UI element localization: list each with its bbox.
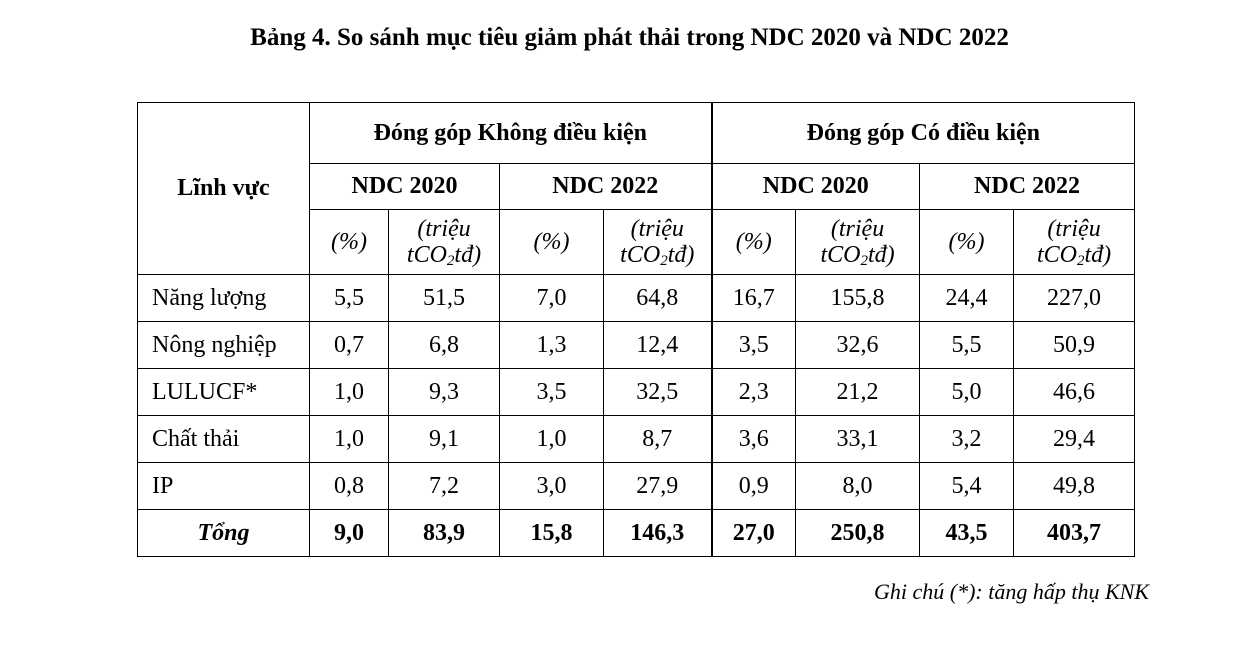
pct-header: (%)	[310, 210, 389, 275]
value-cell: 7,2	[389, 463, 500, 510]
value-cell: 227,0	[1014, 275, 1135, 322]
value-cell: 5,4	[920, 463, 1014, 510]
value-cell: 1,0	[310, 416, 389, 463]
value-cell: 24,4	[920, 275, 1014, 322]
value-cell: 3,2	[920, 416, 1014, 463]
value-cell: 64,8	[604, 275, 712, 322]
sector-header: Lĩnh vực	[138, 103, 310, 275]
value-cell: 46,6	[1014, 369, 1135, 416]
value-cell: 0,9	[712, 463, 796, 510]
unconditional-ndc2022-header: NDC 2022	[500, 164, 712, 210]
conditional-ndc2022-header: NDC 2022	[920, 164, 1135, 210]
value-cell: 2,3	[712, 369, 796, 416]
table-row	[138, 463, 1135, 510]
total-value-cell: 83,9	[389, 510, 500, 557]
sector-cell: LULUCF*	[138, 369, 310, 416]
value-cell: 5,5	[920, 322, 1014, 369]
sector-cell: Năng lượng	[138, 275, 310, 322]
unit-header: (triệu tCO$_2$tđ)	[604, 210, 712, 275]
unit-header: (triệu tCO$_2$tđ)	[796, 210, 920, 275]
value-cell: 9,1	[389, 416, 500, 463]
value-cell: 3,5	[712, 322, 796, 369]
conditional-header: Đóng góp Có điều kiện	[712, 103, 1135, 164]
value-cell: 9,3	[389, 369, 500, 416]
ndc-comparison-table	[137, 102, 1135, 557]
value-cell: 8,0	[796, 463, 920, 510]
sector-cell: IP	[138, 463, 310, 510]
value-cell: 8,7	[604, 416, 712, 463]
value-cell: 16,7	[712, 275, 796, 322]
value-cell: 50,9	[1014, 322, 1135, 369]
unit-header: (triệu tCO$_2$tđ)	[389, 210, 500, 275]
value-cell: 51,5	[389, 275, 500, 322]
conditional-ndc2020-header: NDC 2020	[712, 164, 920, 210]
total-value-cell: 27,0	[712, 510, 796, 557]
total-value-cell: 403,7	[1014, 510, 1135, 557]
value-cell: 49,8	[1014, 463, 1135, 510]
total-row	[138, 510, 1135, 557]
unit-header: (triệu tCO$_2$tđ)	[1014, 210, 1135, 275]
value-cell: 1,0	[310, 369, 389, 416]
value-cell: 3,5	[500, 369, 604, 416]
total-label: Tổng	[138, 510, 310, 557]
total-value-cell: 9,0	[310, 510, 389, 557]
pct-header: (%)	[712, 210, 796, 275]
value-cell: 1,0	[500, 416, 604, 463]
value-cell: 6,8	[389, 322, 500, 369]
value-cell: 5,5	[310, 275, 389, 322]
total-value-cell: 146,3	[604, 510, 712, 557]
pct-header: (%)	[920, 210, 1014, 275]
table-title: Bảng 4. So sánh mục tiêu giảm phát thải trong NDC 2020 và NDC 2022	[250, 24, 1009, 51]
pct-header: (%)	[500, 210, 604, 275]
total-value-cell: 43,5	[920, 510, 1014, 557]
value-cell: 5,0	[920, 369, 1014, 416]
value-cell: 1,3	[500, 322, 604, 369]
total-value-cell: 15,8	[500, 510, 604, 557]
value-cell: 33,1	[796, 416, 920, 463]
value-cell: 0,7	[310, 322, 389, 369]
value-cell: 3,6	[712, 416, 796, 463]
value-cell: 7,0	[500, 275, 604, 322]
value-cell: 27,9	[604, 463, 712, 510]
value-cell: 32,5	[604, 369, 712, 416]
value-cell: 29,4	[1014, 416, 1135, 463]
table-row	[138, 275, 1135, 322]
sector-cell: Nông nghiệp	[138, 322, 310, 369]
value-cell: 155,8	[796, 275, 920, 322]
unconditional-header: Đóng góp Không điều kiện	[310, 103, 712, 164]
unconditional-ndc2020-header: NDC 2020	[310, 164, 500, 210]
total-value-cell: 250,8	[796, 510, 920, 557]
value-cell: 32,6	[796, 322, 920, 369]
value-cell: 0,8	[310, 463, 389, 510]
table-row	[138, 322, 1135, 369]
sector-cell: Chất thải	[138, 416, 310, 463]
value-cell: 3,0	[500, 463, 604, 510]
value-cell: 21,2	[796, 369, 920, 416]
table-row	[138, 416, 1135, 463]
footnote: Ghi chú (*): tăng hấp thụ KNK	[874, 579, 1149, 604]
table-row	[138, 369, 1135, 416]
value-cell: 12,4	[604, 322, 712, 369]
